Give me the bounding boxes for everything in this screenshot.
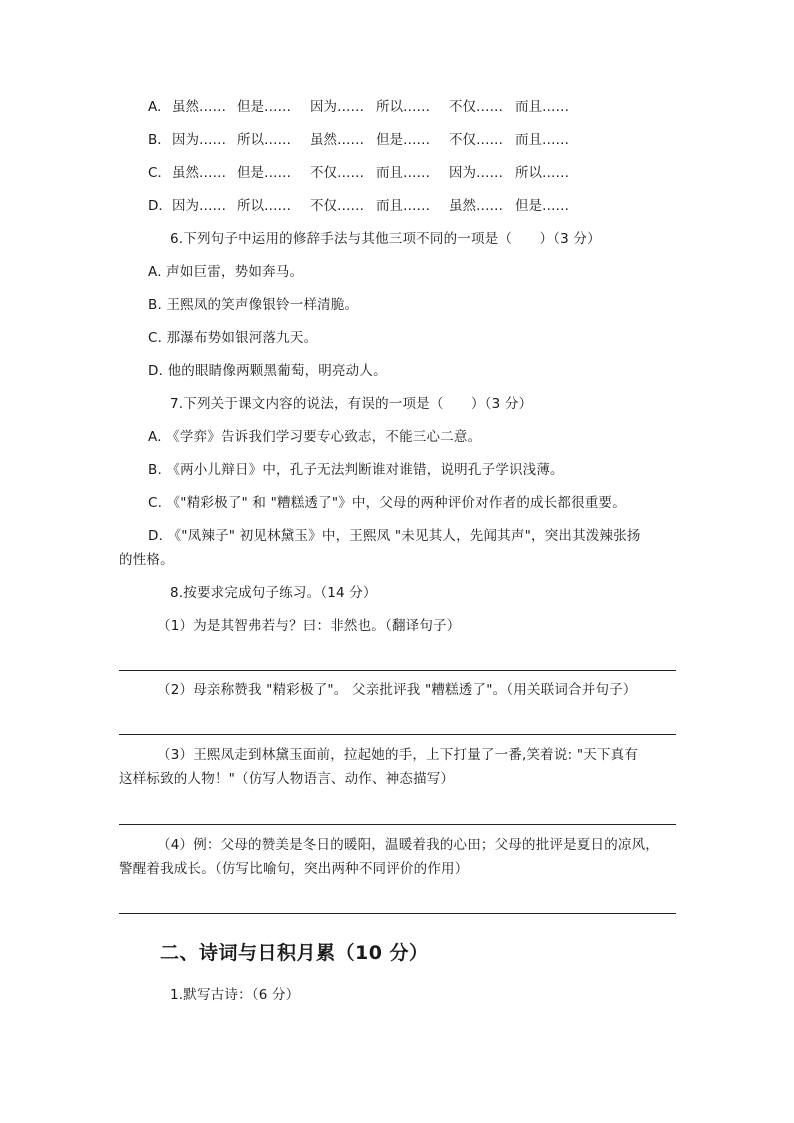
option-letter: D. bbox=[148, 198, 163, 214]
conjunction: 所以…… bbox=[376, 99, 430, 115]
q6-stem: 6.下列句子中运用的修辞手法与其他三项不同的一项是（ ）（3 分） bbox=[170, 231, 601, 247]
q7-option-d-line1: D. 《"凤辣子" 初见林黛玉》中，王熙凤 "未见其人，先闻其声"，突出其泼辣张扬 bbox=[148, 528, 641, 544]
q8-item-2: （2）母亲称赞我 "精彩极了"。 父亲批评我 "糟糕透了"。（用关联词合并句子） bbox=[157, 682, 637, 698]
conjunction: 虽然…… bbox=[172, 165, 226, 181]
q7-stem: 7.下列关于课文内容的说法，有误的一项是（ ）（3 分） bbox=[170, 396, 533, 412]
conjunction: 但是…… bbox=[376, 132, 430, 148]
q7-option-b: B. 《两小儿辩日》中，孔子无法判断谁对谁错，说明孔子学识浅薄。 bbox=[148, 462, 564, 478]
q8-item-3-line2: 这样标致的人物！"（仿写人物语言、动作、神态描写） bbox=[119, 771, 455, 787]
conjunction: 因为…… bbox=[172, 198, 226, 214]
q8-item-3-line1: （3）王熙凤走到林黛玉面前，拉起她的手，上下打量了一番,笑着说: "天下真有 bbox=[157, 747, 639, 763]
q6-option-d: D. 他的眼睛像两颗黑葡萄，明亮动人。 bbox=[148, 363, 387, 379]
conjunction: 因为…… bbox=[172, 132, 226, 148]
conjunction: 虽然…… bbox=[449, 198, 503, 214]
answer-line bbox=[119, 670, 676, 671]
conjunction: 因为…… bbox=[449, 165, 503, 181]
option-letter: C. bbox=[148, 165, 162, 181]
conjunction: 不仅…… bbox=[310, 198, 364, 214]
section2-q1: 1.默写古诗：（6 分） bbox=[170, 987, 300, 1003]
conjunction: 虽然…… bbox=[172, 99, 226, 115]
answer-line bbox=[119, 824, 676, 825]
conjunction: 而且…… bbox=[376, 165, 430, 181]
conjunction: 不仅…… bbox=[449, 132, 503, 148]
conjunction: 虽然…… bbox=[310, 132, 364, 148]
conjunction: 但是…… bbox=[237, 99, 291, 115]
q8-stem: 8.按要求完成句子练习。（14 分） bbox=[170, 585, 377, 601]
conjunction: 但是…… bbox=[237, 165, 291, 181]
q7-option-d-line2: 的性格。 bbox=[119, 552, 174, 568]
q6-option-b: B. 王熙凤的笑声像银铃一样清脆。 bbox=[148, 297, 359, 313]
q8-item-1: （1）为是其智弗若与？曰：非然也。（翻译句子） bbox=[157, 618, 461, 634]
conjunction: 所以…… bbox=[237, 132, 291, 148]
conjunction: 不仅…… bbox=[449, 99, 503, 115]
answer-line bbox=[119, 734, 676, 735]
q8-item-4-line2: 警醒着我成长。（仿写比喻句，突出两种不同评价的作用） bbox=[119, 861, 469, 877]
section-heading: 二、诗词与日积月累（10 分） bbox=[160, 942, 429, 964]
conjunction: 而且…… bbox=[515, 99, 569, 115]
q7-option-a: A. 《学弈》告诉我们学习要专心致志，不能三心二意。 bbox=[148, 429, 482, 445]
answer-line bbox=[119, 913, 676, 914]
conjunction: 不仅…… bbox=[310, 165, 364, 181]
conjunction: 而且…… bbox=[376, 198, 430, 214]
option-letter: B. bbox=[148, 132, 162, 148]
conjunction: 所以…… bbox=[237, 198, 291, 214]
conjunction: 但是…… bbox=[515, 198, 569, 214]
q6-option-c: C. 那瀑布势如银河落九天。 bbox=[148, 330, 318, 346]
conjunction: 而且…… bbox=[515, 132, 569, 148]
option-letter: A. bbox=[148, 99, 162, 115]
q8-item-4-line1: （4）例：父母的赞美是冬日的暖阳，温暖着我的心田；父母的批评是夏日的凉风， bbox=[157, 837, 659, 853]
conjunction: 所以…… bbox=[515, 165, 569, 181]
q7-option-c: C. 《"精彩极了" 和 "糟糕透了"》中，父母的两种评价对作者的成长都很重要。 bbox=[148, 495, 626, 511]
conjunction: 因为…… bbox=[310, 99, 364, 115]
q6-option-a: A. 声如巨雷，势如奔马。 bbox=[148, 264, 304, 280]
